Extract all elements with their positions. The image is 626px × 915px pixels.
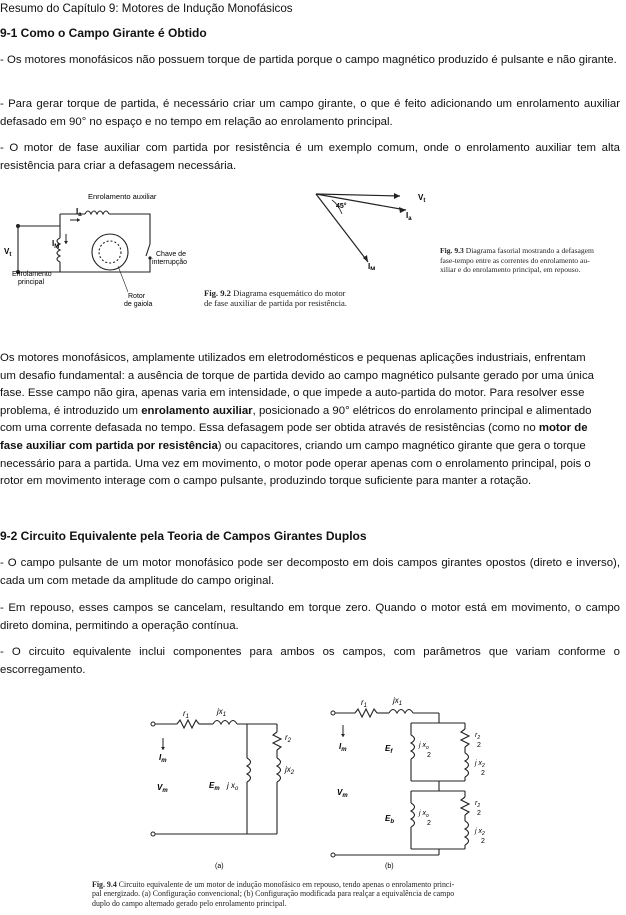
svg-text:Ia: $I_a$	[406, 211, 412, 222]
figure-9-4b-circuit	[325, 695, 500, 872]
fig92-vt-sub: t	[9, 252, 12, 258]
fig92-ia-label: I	[76, 207, 79, 216]
document-header: Resumo do Capítulo 9: Motores de Indução Monofásicos	[0, 2, 293, 15]
svg-text:Eb: $E_b$	[385, 814, 395, 825]
fig92-im-label: I	[52, 239, 55, 248]
svg-text:r2: $r_2$	[475, 732, 481, 741]
svg-text:IM: $I_M$	[368, 262, 376, 270]
section-1-bullet-1: - Os motores monofásicos não possuem torque de partida porque o campo magnético produzido é pulsante e não girante.	[0, 54, 617, 66]
section-2-bullet-2: - Em repouso, esses campos se cancelam, resultando em torque zero. Quando o motor está em movimento, o campo direto domina, permitindo a operação contínua.	[0, 602, 620, 632]
svg-text:2: 2	[477, 810, 481, 817]
section-1-heading: 9-1 Como o Campo Girante é Obtido	[0, 26, 207, 40]
svg-text:2: 2	[477, 742, 481, 749]
svg-text:Vt	[4, 247, 11, 258]
figure-9-3-caption: Fig. 9.3 Diagrama fasorial mostrando a defasagem fase-tempo entre as correntes do enrolamento au- xiliar e do enrolamento principal, em repouso.	[440, 246, 594, 275]
svg-text:2: 2	[481, 770, 485, 777]
svg-text:j x2: j $x_2$	[475, 828, 485, 837]
svg-text:j x2: j $x_2$	[475, 760, 485, 769]
fig94b-tag: (b)	[385, 863, 394, 870]
figure-9-4a-circuit	[145, 702, 320, 872]
figure-9-4-caption: Fig. 9.4 Circuito equivalente de um motor de indução monofásico em repouso, tendo apenas o enrolamento princi- pal energizado. (a) Configuração convencional; (b) Configuração modificada para realçar a equivalência de campo duplo do campo alternado gerado pelo enrolamento principal.	[92, 880, 455, 908]
section-2-bullet-1: - O campo pulsante de um motor monofásico pode ser decomposto em dois campos girantes opostos (direto e inverso), cada um com metade da amplitude do campo original.	[0, 557, 620, 587]
svg-text:Vt: $V_t$	[418, 193, 426, 204]
svg-text:jx1: $jx_1$	[393, 696, 403, 707]
svg-text:r2: $r_2$	[475, 800, 481, 809]
svg-text:j xo: j $x_o$	[419, 742, 429, 751]
svg-text:Im: $I_m$	[159, 753, 167, 764]
fig92-aux-label: Enrolamento auxiliar	[88, 192, 157, 201]
figure-9-2-caption: Fig. 9.2 Diagrama esquemático do motor de fase auxiliar de partida por resistência.	[204, 288, 347, 308]
svg-text:r1: $r_1$	[183, 709, 190, 720]
bold-term-auxiliary-winding: enrolamento auxiliar	[141, 404, 253, 417]
svg-text:Im: $I_m$	[339, 742, 347, 753]
main-paragraph: Os motores monofásicos, amplamente utilizados em eletrodomésticos e pequenas aplicações industriais, enfrentam um desafio fundamental: a ausência de torque de partida devido ao campo magnético pulsante gerado por uma única fase. Esse campo não gira, apenas varia em intensidade, o que impede a auto-partida do motor. Para resolver esse problema, é introduzido um enrolamento auxiliar, posicionado a 90° elétricos do enrolamento principal e alimentado com uma corrente defasada no tempo. Essa defasagem pode ser obtida através de resistências (como no motor de fase auxiliar com partida por resistência) ou capacitores, criando um campo magnético girante que gera o torque necessário para a partida. Uma vez em movimento, o motor pode operar apenas com o enrolamento principal, pois o rotor em movimento interage com o campo pulsante, produzindo torque suficiente para manter a rotação.	[0, 352, 594, 488]
svg-text:IM	[52, 239, 59, 250]
fig92-main-label-2: principal	[18, 279, 45, 286]
fig92-vt-label: V	[4, 247, 10, 256]
fig93-angle-label: 45°	[336, 203, 347, 210]
svg-text:jx2: $jx_2$	[285, 765, 295, 776]
svg-text:Vm: $V_m$	[157, 783, 168, 794]
fig92-switch-label-2: interrupção	[152, 259, 188, 266]
section-1-bullet-2: - Para gerar torque de partida, é necessário criar um campo girante, o que é feito adicionando um enrolamento auxiliar defasado em 90° no espaço e no tempo em relação ao enrolamento principal.	[0, 98, 620, 128]
svg-text:Em: $E_m$	[209, 781, 220, 792]
fig92-main-label-1: Enrolamento	[12, 271, 52, 278]
svg-text:2: 2	[481, 838, 485, 845]
section-2-heading: 9-2 Circuito Equivalente pela Teoria de Campos Girantes Duplos	[0, 529, 367, 543]
svg-text:r2: $r_2$	[285, 733, 292, 744]
svg-text:2: 2	[427, 820, 431, 827]
fig92-im-sub: M	[54, 244, 60, 250]
figure-9-2-schematic	[0, 186, 210, 314]
svg-text:Vm: $V_m$	[337, 788, 348, 799]
section-1-bullet-3: - O motor de fase auxiliar com partida por resistência é um exemplo comum, onde o enrolamento auxiliar tem alta resistência para criar a defasagem necessária.	[0, 142, 620, 172]
svg-text:Ia	[76, 207, 82, 218]
fig94a-tag: (a)	[215, 863, 224, 870]
bold-term-resistance-start: fase auxiliar com partida por resistência	[0, 439, 218, 452]
fig92-switch-label-1: Chave de	[156, 251, 186, 258]
svg-text:Ef: $E_f$	[385, 744, 393, 755]
figure-9-3-phasor-diagram	[308, 186, 438, 270]
svg-text:j xo: j $x_o$	[419, 810, 429, 819]
svg-text:jx1: $jx_1$	[217, 707, 227, 718]
fig92-ia-sub: a	[78, 212, 82, 218]
svg-text:j xo: j $x_o$	[227, 781, 239, 792]
svg-text:r1: $r_1$	[361, 698, 368, 709]
svg-text:2: 2	[427, 752, 431, 759]
fig92-rotor-label-1: Rotor	[128, 293, 146, 300]
section-2-bullet-3: - O circuito equivalente inclui componentes para ambos os campos, com parâmetros que variam conforme o escorregamento.	[0, 646, 620, 676]
fig92-rotor-label-2: de gaiola	[124, 301, 153, 308]
